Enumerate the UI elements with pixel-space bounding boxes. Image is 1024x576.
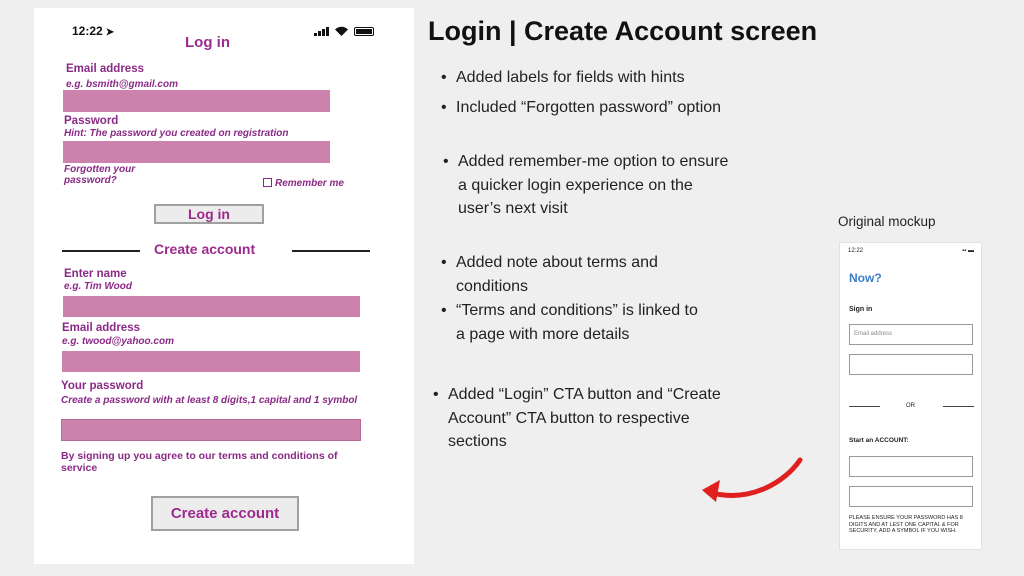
name-label: Enter name xyxy=(64,268,127,280)
login-password-input[interactable] xyxy=(63,141,330,163)
page-heading: Login | Create Account screen xyxy=(428,16,818,46)
remember-me-checkbox[interactable] xyxy=(263,178,272,187)
bullet-text: “Terms and conditions” is linked to a page with more details xyxy=(456,302,698,343)
bullet-text: Included “Forgotten password” option xyxy=(456,99,722,116)
original-status-time: 12:22 xyxy=(848,248,864,254)
bullet-text: Added note about terms and conditions xyxy=(456,254,658,295)
status-time: 12:22 xyxy=(72,24,103,38)
bullet-item: • “Terms and conditions” is linked to a page with more details xyxy=(441,302,698,343)
curved-arrow-icon xyxy=(690,452,806,512)
create-password-input[interactable] xyxy=(61,419,361,441)
name-input[interactable] xyxy=(63,296,360,317)
divider-right xyxy=(292,250,370,252)
original-name-field[interactable] xyxy=(849,456,973,477)
create-account-heading: Create account xyxy=(154,241,256,257)
bullet-text: Added remember-me option to ensure a quicker login experience on the user’s next visit xyxy=(458,153,729,217)
original-password-field[interactable] xyxy=(849,354,973,375)
original-sign-in: Sign in xyxy=(849,306,873,313)
original-account-field[interactable] xyxy=(849,486,973,507)
battery-icon xyxy=(354,27,374,36)
original-status-icons: ▪▪ ▬ xyxy=(962,248,974,254)
create-password-hint: Create a password with at least 8 digits,1 capital and 1 symbol xyxy=(61,395,358,406)
original-divider-left xyxy=(849,406,880,407)
login-email-hint: e.g. bsmith@gmail.com xyxy=(66,79,178,90)
bullet-item: • Included “Forgotten password” option xyxy=(441,99,722,116)
signal-icon xyxy=(314,27,329,36)
create-account-button[interactable]: Create account xyxy=(151,496,299,531)
forgot-line-2: password? xyxy=(64,175,117,186)
original-or: OR xyxy=(906,403,915,409)
bullet-text: Added “Login” CTA button and “Create Account” CTA button to respective sections xyxy=(448,386,721,450)
original-password-notice: PLEASE ENSURE YOUR PASSWORD HAS 8 DIGITS AND AT LEST ONE CAPITAL & FOR SECURITY, ADD A SYMBOL IF YOU WISH. xyxy=(849,515,963,534)
original-divider-right xyxy=(943,406,974,407)
create-password-label: Your password xyxy=(61,380,144,392)
improved-mockup xyxy=(34,8,414,564)
bullet-item: • Added “Login” CTA button and “Create Account” CTA button to respective sections xyxy=(433,386,721,450)
original-mockup-label: Original mockup xyxy=(838,214,936,229)
forgot-password-link[interactable] xyxy=(64,164,135,186)
remember-me-label: Remember me xyxy=(275,178,344,189)
login-email-label: Email address xyxy=(66,63,144,75)
login-password-hint: Hint: The password you created on registration xyxy=(64,128,289,139)
bullet-text: Added labels for fields with hints xyxy=(456,69,685,86)
forgot-line-1: Forgotten your xyxy=(64,164,136,175)
login-button[interactable]: Log in xyxy=(154,204,264,224)
create-email-input[interactable] xyxy=(62,351,360,372)
create-email-label: Email address xyxy=(62,322,140,334)
terms-note[interactable]: By signing up you agree to our terms and conditions of service xyxy=(61,450,338,474)
login-password-label: Password xyxy=(64,115,119,127)
create-email-hint: e.g. twood@yahoo.com xyxy=(62,336,174,347)
original-start-account: Start an ACCOUNT: xyxy=(849,437,909,444)
remember-me-option[interactable] xyxy=(263,178,344,189)
bullet-item: • Added remember-me option to ensure a quicker login experience on the user’s next visit xyxy=(443,153,729,217)
bullet-item: • Added labels for fields with hints xyxy=(441,69,685,86)
original-email-placeholder: Email address xyxy=(854,331,893,337)
original-mockup xyxy=(839,242,982,550)
original-email-field[interactable] xyxy=(849,324,973,345)
location-arrow-icon: ➤ xyxy=(105,27,115,38)
name-hint: e.g. Tim Wood xyxy=(64,281,132,292)
bullet-item: • Added note about terms and conditions xyxy=(441,254,658,295)
login-title: Log in xyxy=(185,34,230,51)
wifi-icon xyxy=(335,26,348,36)
login-email-input[interactable] xyxy=(63,90,330,112)
divider-left xyxy=(62,250,140,252)
original-title: Now? xyxy=(849,271,882,285)
